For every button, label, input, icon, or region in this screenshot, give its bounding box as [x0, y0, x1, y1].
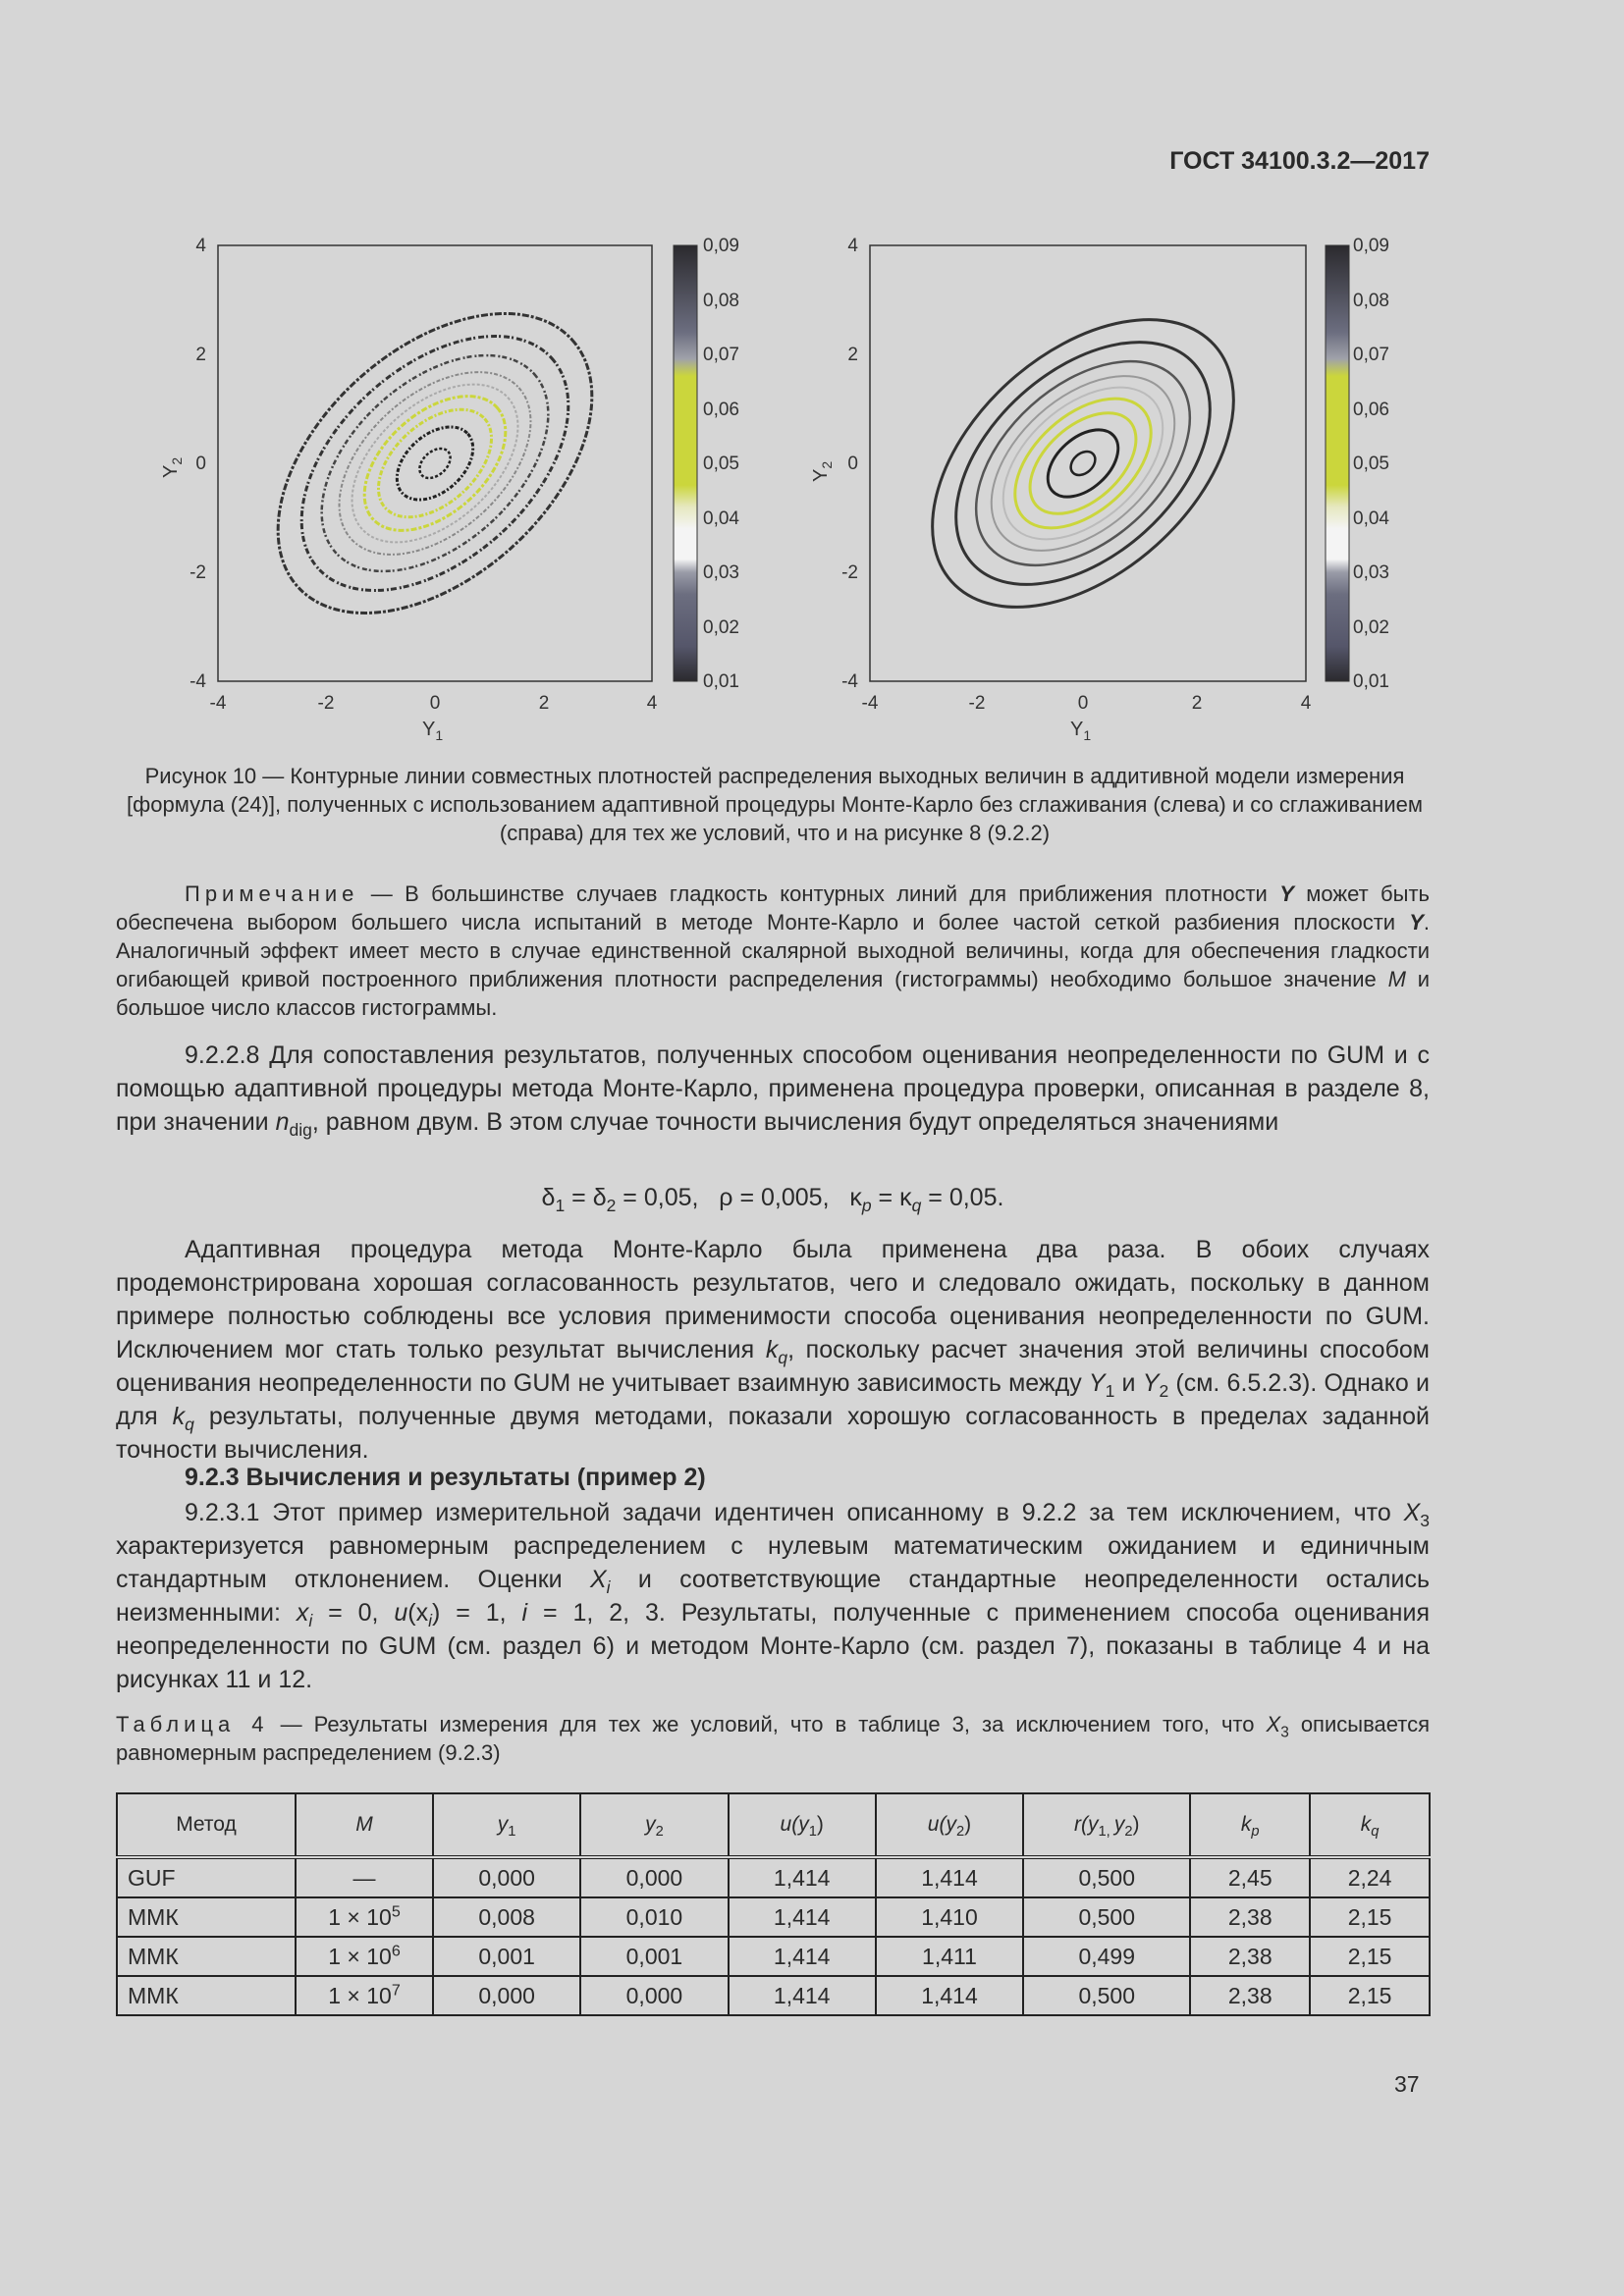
right-contour-plot [810, 236, 1312, 743]
right-colorbar-tick: 0,01 [1353, 671, 1389, 692]
right-contour-level-0.02 [910, 294, 1256, 631]
left-y-axis-label: $Y_2$ [160, 456, 185, 478]
left-y-tick: 0 [195, 454, 206, 474]
left-y-tick: 2 [195, 345, 206, 365]
left-contour-plot [160, 236, 658, 743]
left-x-tick: 0 [429, 693, 441, 714]
header-y2: $y_2$ [580, 1793, 728, 1857]
left-y-tick: -2 [189, 562, 206, 583]
left-colorbar-tick: 0,01 [703, 671, 739, 692]
right-y-axis-label: $Y_2$ [810, 460, 835, 482]
table-row: ММК $1 \times 10^5$ 0,008 0,010 1,414 1,410 0,500 2,38 2,15 [117, 1897, 1430, 1937]
left-colorbar-tick: 0,04 [703, 508, 739, 529]
left-y-tick: 4 [195, 236, 206, 256]
left-colorbar-tick: 0,02 [703, 617, 739, 638]
header-y1: $y_1$ [433, 1793, 580, 1857]
right-contour-level-0.03 [938, 322, 1228, 606]
right-y-tick: 0 [847, 454, 858, 474]
left-colorbar-gradient [674, 245, 697, 681]
right-colorbar-tick: 0,04 [1353, 508, 1389, 529]
right-colorbar-tick: 0,09 [1353, 236, 1389, 256]
right-contour-level-0.08 [1066, 447, 1100, 480]
header-u-y2: $u(y_2)$ [876, 1793, 1023, 1857]
left-colorbar-tick: 0,09 [703, 236, 739, 256]
right-y-tick: 2 [847, 345, 858, 365]
left-colorbar-tick: 0,08 [703, 291, 739, 311]
right-x-tick: 2 [1191, 693, 1203, 714]
right-colorbar-tick: 0,07 [1353, 345, 1389, 365]
left-x-tick: 4 [646, 693, 658, 714]
left-colorbar-tick: 0,06 [703, 400, 739, 420]
paragraph-adaptive-procedure: Адаптивная процедура метода Монте-Карло была применена два раза. В обоих случаях продемонстрирована хорошая согласованность результатов, чего и следовало ожидать, поскольку в данном примере полностью соблюдены все условия применимости способа оценивания неопределенности по GUM. Исключением мог стать только результат вычисления $k_q$, поскольку расчет значения этой величины способом оценивания неопределенности по GUM не учитывает взаимную зависимость между $Y_1$ и $Y_2$ (см. 6.5.2.3). Однако и для $k_q$ результаты, полученные двумя методами, показали хорошую согласованность в пределах заданной точности вычисления. [116, 1236, 1430, 1464]
right-colorbar-tick: 0,02 [1353, 617, 1389, 638]
paragraph-9-2-3-1: 9.2.3.1 Этот пример измерительной задачи идентичен описанному в 9.2.2 за тем исключением, что $X_3$ характеризуется равномерным распределением с нулевым математическим ожиданием и единичным стандартным отклонением. Оценки $X_i$ и соответствующие стандартные неопределенности остались неизменными: $x_i = 0$, $u(x_i) = 1$, i = 1, 2, 3. Результаты, полученные с применением способа оценивания неопределенности по GUM (см. раздел 6) и методом Монте-Карло (см. раздел 7), показаны в таблице 4 и на рисунках 11 и 12. [116, 1499, 1430, 1693]
table-row: ММК $1 \times 10^6$ 0,001 0,001 1,414 1,411 0,499 2,38 2,15 [117, 1937, 1430, 1976]
right-colorbar-tick: 0,08 [1353, 291, 1389, 311]
header-kp: $k_p$ [1190, 1793, 1310, 1857]
right-contour-level-0.05 [991, 374, 1174, 554]
section-heading-9-2-3: 9.2.3 Вычисления и результаты (пример 2) [185, 1464, 706, 1491]
left-colorbar-tick: 0,07 [703, 345, 739, 365]
right-colorbar-tick: 0,05 [1353, 454, 1389, 474]
right-y-tick: 4 [847, 236, 858, 256]
table-row: ММК $1 \times 10^7$ 0,000 0,000 1,414 1,414 0,500 2,38 2,15 [117, 1976, 1430, 2015]
paragraph-9-2-2-8: 9.2.2.8 Для сопоставления результатов, полученных способом оценивания неопределенности по GUM и с помощью адаптивной процедуры метода Монте-Карло, применена процедура проверки, описанная в разделе 8, при значении $n_{dig}$, равном двум. В этом случае точности вычисления будут определяться значениями [116, 1041, 1430, 1140]
left-contour-level-0.08 [414, 443, 457, 484]
results-table [116, 1792, 1431, 2016]
left-contour-level-0.01 [222, 255, 649, 671]
left-colorbar-tick: 0,03 [703, 562, 739, 583]
table-caption-label: Таблица 4 [116, 1712, 269, 1736]
accuracy-formula: $\delta_1 = \delta_2 = 0,05$, ρ = 0,005, $\kappa_p = \kappa_q = 0,05$. [541, 1184, 1004, 1215]
right-x-tick: 0 [1077, 693, 1089, 714]
right-contour-level-0.04 [958, 343, 1207, 585]
header-m: M [296, 1793, 433, 1857]
left-contour-level-0.06 [358, 389, 512, 538]
right-colorbar-tick: 0,03 [1353, 562, 1389, 583]
left-plot-frame [218, 245, 652, 681]
contour-figure [147, 231, 1424, 751]
table-row: GUF — 0,000 0,000 1,414 1,414 0,500 2,45 2,24 [117, 1857, 1430, 1897]
left-contour-level-0.02 [254, 287, 617, 640]
header-method: Метод [117, 1793, 296, 1857]
note-label: Примечание [185, 881, 359, 906]
header-kq: $k_q$ [1310, 1793, 1430, 1857]
note-paragraph: Примечание — В большинстве случаев гладкость контурных линий для приближения плотности Y может быть обеспечена выбором большего числа испытаний в методе Монте-Карло и более частой сеткой разбиения плоскости Y. Аналогичный эффект имеет место в случае единственной скалярной выходной величины, когда для обеспечения гладкости огибающей кривой построенного приближения плотности распределения (гистограммы) необходимо большое значение M и большое число классов гистограммы. [116, 881, 1430, 1020]
header-u-y1: $u(y_1)$ [729, 1793, 876, 1857]
right-contour-level-0.07 [1035, 417, 1130, 510]
right-y-tick: -4 [841, 671, 858, 692]
left-contour-level-0.03 [281, 313, 588, 613]
right-x-tick: 4 [1300, 693, 1312, 714]
table-header-row [117, 1793, 1430, 1857]
right-contour-level-0.06 [1011, 394, 1155, 533]
left-x-tick: 2 [538, 693, 550, 714]
left-x-tick: -4 [209, 693, 227, 714]
left-x-axis-label: $Y_1$ [422, 719, 444, 743]
figure-caption: Рисунок 10 — Контурные линии совместных плотностей распределения выходных величин в аддитивной модели измерения [формула (24)], полученных с использованием адаптивной процедуры Монте-Карло без сглаживания (слева) и со сглаживанием (справа) для тех же условий, что и на рисунке 8 (9.2.2) [127, 764, 1423, 845]
right-contour-level-0.01 [878, 263, 1287, 663]
left-y-tick: -4 [189, 671, 206, 692]
left-colorbar-tick: 0,05 [703, 454, 739, 474]
table-caption: Таблица 4 — Результаты измерения для тех же условий, что в таблице 3, за исключением того, что $X_3$ описывается равномерным распределением (9.2.3) [116, 1712, 1430, 1765]
left-contour-level-0.04 [305, 337, 566, 590]
right-y-tick: -2 [841, 562, 858, 583]
right-x-axis-label: $Y_1$ [1070, 719, 1092, 743]
right-colorbar-tick: 0,06 [1353, 400, 1389, 420]
page-number: 37 [1394, 2071, 1420, 2097]
right-colorbar [1326, 236, 1389, 692]
left-contour-level-0.05 [340, 370, 531, 557]
document-header: ГОСТ 34100.3.2—2017 [1169, 147, 1430, 175]
left-contour-level-0.045 [323, 353, 548, 572]
left-x-tick: -2 [317, 693, 335, 714]
left-colorbar [674, 236, 739, 692]
right-plot-frame [870, 245, 1306, 681]
header-r-y1-y2: $r(y_{1,}$ $y_2$) [1023, 1793, 1190, 1857]
right-contour-level-0.045 [975, 358, 1191, 569]
right-x-tick: -4 [861, 693, 879, 714]
right-x-tick: -2 [968, 693, 986, 714]
right-colorbar-gradient [1326, 245, 1349, 681]
